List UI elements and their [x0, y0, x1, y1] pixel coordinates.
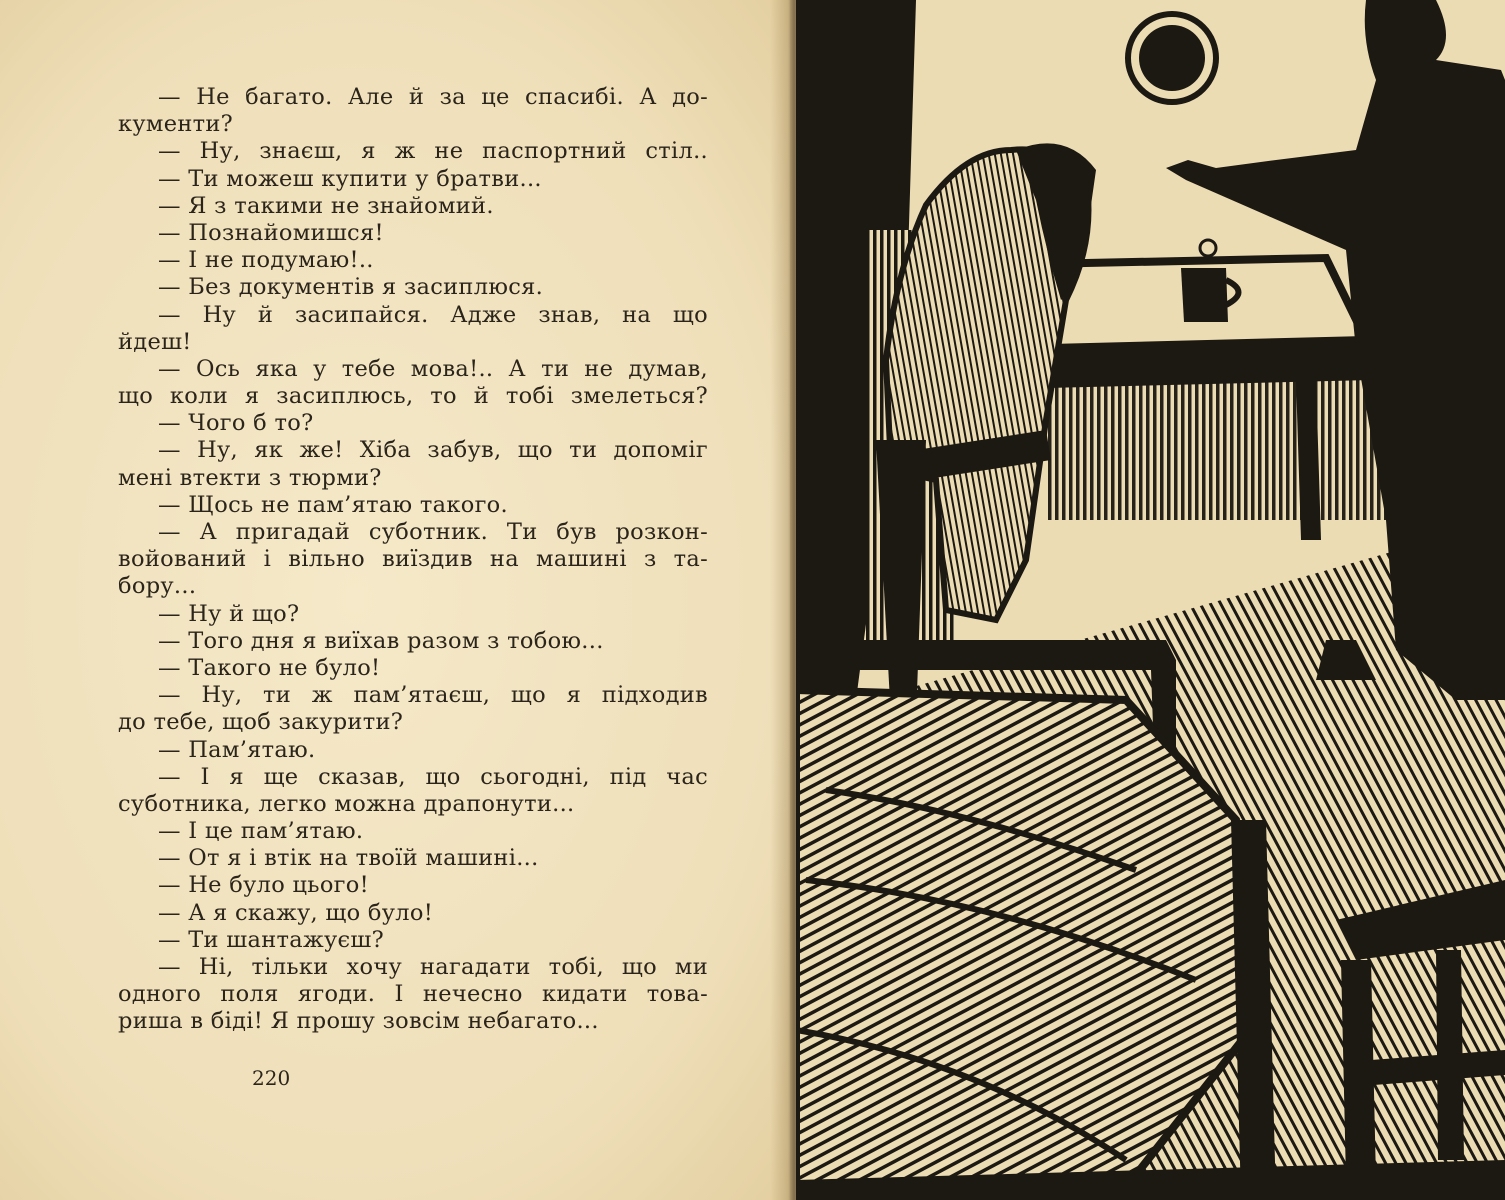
text-line: — А я скажу, що було!	[158, 899, 434, 926]
text-line: — Ну й що?	[158, 600, 300, 627]
text-line: — Я з такими не знайомий.	[158, 192, 494, 219]
text-line: — Ні, тільки хочу нагадати тобі, що ми	[158, 954, 708, 980]
text-line: — От я і втік на твоїй машині...	[158, 845, 539, 872]
text-line: — А пригадай суботник. Ти був розкон-	[158, 519, 708, 545]
text-line: що коли я засиплюсь, то й тобі змелеться?	[118, 383, 708, 410]
text-line: — Не багато. Але й за це спасибі. А до-	[158, 84, 708, 110]
text-line: — Ну й засипайся. Адже знав, на що	[158, 301, 708, 328]
text-line: — Пам’ятаю.	[158, 736, 316, 763]
text-line: одного поля ягоди. І нечесно кидати това-	[118, 981, 708, 1008]
text-line: — І я ще сказав, що сьогодні, під час	[158, 763, 708, 790]
text-line: — Ну, ти ж пам’ятаєш, що я підходив	[158, 682, 708, 709]
text-line: кументи?	[118, 111, 234, 138]
text-line: — Того дня я виїхав разом з тобою...	[158, 627, 604, 654]
text-line: — Ось яка у тебе мова!.. А ти не думав,	[158, 355, 708, 382]
right-page	[796, 0, 1505, 1200]
text-line: — І не подумаю!..	[158, 247, 374, 274]
text-line: — Ти можеш купити у братви...	[158, 165, 542, 192]
body-text	[118, 84, 708, 1036]
text-line: — І це пам’ятаю.	[158, 818, 364, 845]
text-line: — Не було цього!	[158, 872, 369, 899]
text-line: — Без документів я засиплюся.	[158, 274, 544, 301]
text-line: — Познайомишся!	[158, 219, 384, 246]
text-line: суботника, легко можна драпонути...	[118, 790, 575, 817]
text-line: войований і вільно виїздив на машині з та-	[118, 546, 708, 573]
text-line: — Щось не пам’ятаю такого.	[158, 491, 508, 518]
text-line: — Ну, як же! Хіба забув, що ти допоміг	[158, 437, 708, 464]
text-line: — Чого б то?	[158, 410, 314, 437]
illustration-mug	[1181, 268, 1228, 322]
text-line: мені втекти з тюрми?	[118, 464, 382, 491]
text-line: — Ну, знаєш, я ж не паспортний стіл..	[158, 138, 708, 165]
text-line: риша в біді! Я прошу зовсім небагато...	[118, 1008, 599, 1035]
text-line: до тебе, щоб закурити?	[118, 709, 404, 736]
text-line: йдеш!	[118, 328, 192, 355]
page-number: 220	[252, 1066, 291, 1090]
text-line: — Ти шантажуєш?	[158, 926, 385, 953]
text-line: бору...	[118, 573, 197, 600]
illustration	[796, 0, 1505, 1200]
text-line: — Такого не було!	[158, 654, 381, 681]
